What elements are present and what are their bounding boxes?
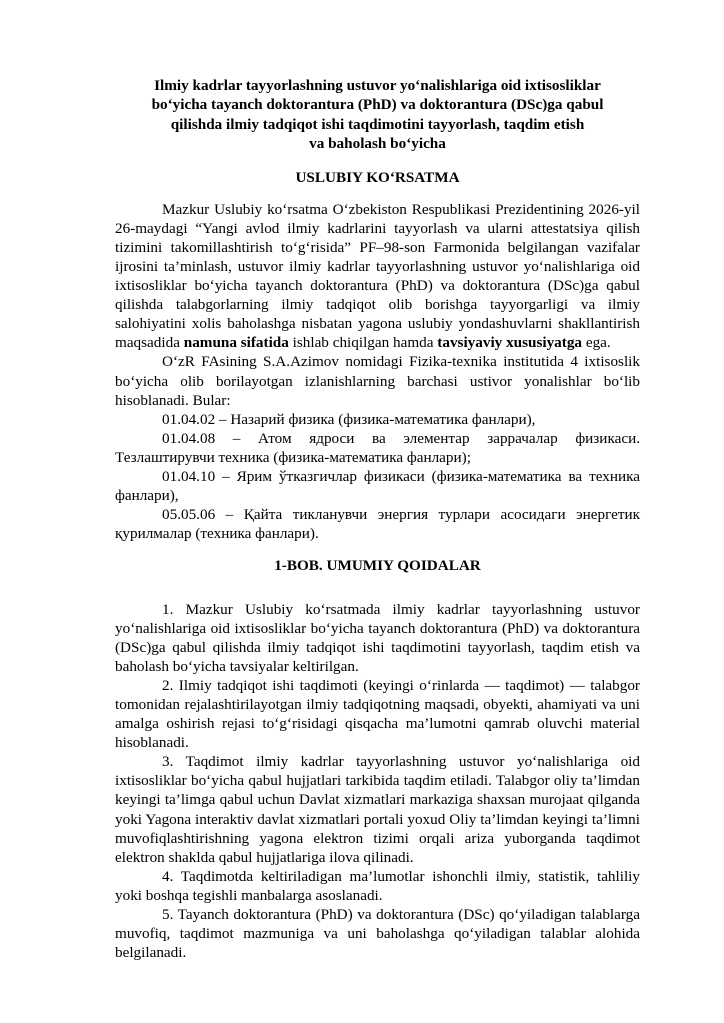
specialty-code: 01.04.02 – Назарий физика (физика-математика фанлари), [162,410,536,428]
specialty-code: 01.04.08 – Атом ядроси ва элементар заррачалар физикаси. Тезлаштирувчи техника (физика-математика фанлари); [115,429,640,466]
numbered-item: 4. Taqdimotda keltiriladigan ma’lumotlar ishonchli ilmiy, statistik, tahliliy yoki boshqa tegishli manbalarga asoslanadi. [115,867,640,904]
title-line: Ilmiy kadrlar tayyorlashning ustuvor yo‘nalishlariga oid ixtisosliklar [154,77,601,94]
specialty-code: 05.05.06 – Қайта тикланувчи энергия турлари асосидаги энергетик қурилмалар (техника фанлари). [115,506,640,543]
numbered-item: 3. Taqdimot ilmiy kadrlar tayyorlashning ustuvor yo‘nalishlariga oid ixtisosliklar bo‘yicha qabul hujjatlari tarkibida taqdim etiladi. Talabgor oliy ta’limdan keyingi ta’limga qabul uchun Davlat xizmatlari markaziga shaxsan murojaat qilganda yoki Yagona interaktiv davlat xizmatlari portali yoxud Oliy ta’limdan keyingi ta’limni muvofiqlashtirishning yagona elektron tizimi orqali ariza yuborganda taqdimot elektron shaklda qabul hujjatlariga ilova qilinadi. [115,753,640,866]
intro-paragraph [115,200,640,353]
bold-phrase: tavsiyaviy xususiyatga [437,334,583,352]
document-title [115,76,640,154]
title-line: qilishda ilmiy tadqiqot ishi taqdimotini tayyorlash, taqdim etish [170,115,585,133]
intro-text: ishlab chiqilgan hamda [288,334,438,352]
document-subtitle: USLUBIY KO‘RSATMA [295,168,460,186]
institute-paragraph: O‘zR FAsining S.A.Azimov nomidagi Fizika-texnika institutida 4 ixtisoslik bo‘yicha olib borilayotgan izlanishlarning barchasi ustivor yonalishlar bo‘lib hisoblanadi. Bular: [115,353,640,409]
chapter-heading: 1-BOB. UMUMIY QOIDALAR [274,557,481,575]
numbered-item: 2. Ilmiy tadqiqot ishi taqdimoti (keyingi o‘rinlarda — taqdimot) — talabgor tomonidan rejalashtirilayotgan ilmiy tadqiqotning maqsadi, obyekti, ahamiyati va uni amalga oshirish rejasi to‘g‘risidagi qisqacha ma’lumotni qamrab oluvchi material hisoblanadi. [115,676,640,752]
numbered-item: 1. Mazkur Uslubiy ko‘rsatmada ilmiy kadrlar tayyorlashning ustuvor yo‘nalishlariga oid ixtisosliklar bo‘yicha tayanch doktorantura (PhD) va doktorantura (DSc)ga qabul qilishda ilmiy tadqiqot ishi taqdimotini tayyorlash, taqdim etish va baholash bo‘yicha tavsiyalar keltirilgan. [115,600,640,675]
title-line: bo‘yicha tayanch doktorantura (PhD) va doktorantura (DSc)ga qabul [151,96,604,114]
title-line: va baholash bo‘yicha [309,135,446,153]
numbered-item: 5. Tayanch doktorantura (PhD) va doktorantura (DSc) qo‘yiladigan talablarga muvofiq, taqdimot mazmuniga va uni baholashga qo‘yiladigan talablar alohida belgilanadi. [115,906,640,962]
bold-phrase: namuna sifatida [183,334,289,352]
intro-text: Mazkur Uslubiy ko‘rsatma O‘zbekiston Respublikasi Prezidentining 2026-yil 26-maydagi “Yangi avlod ilmiy kadrlarini tayyorlash va ularni attestatsiya qilish tizimini takomillashtirish to‘g‘risida” PF–98-son Farmonida belgilangan vazifalar ijrosini ta’minlash, ustuvor ilmiy kadrlar tayyorlashning ustuvor yo‘nalishlariga oid ixtisosliklar bo‘yicha tayanch doktorantura (PhD) va doktorantura (DSc)ga qabul qilishda talabgorlarning ilmiy tadqiqot olib borishga tayyorgarligi va ilmiy salohiyatini xolis baholashga nisbatan yagona uslubiy yondashuvlarni shakllantirish maqsadida [115,200,640,352]
intro-text: ega. [582,334,611,352]
specialty-code: 01.04.10 – Ярим ўтказгичлар физикаси (физика-математика ва техника фанлари), [115,468,640,505]
